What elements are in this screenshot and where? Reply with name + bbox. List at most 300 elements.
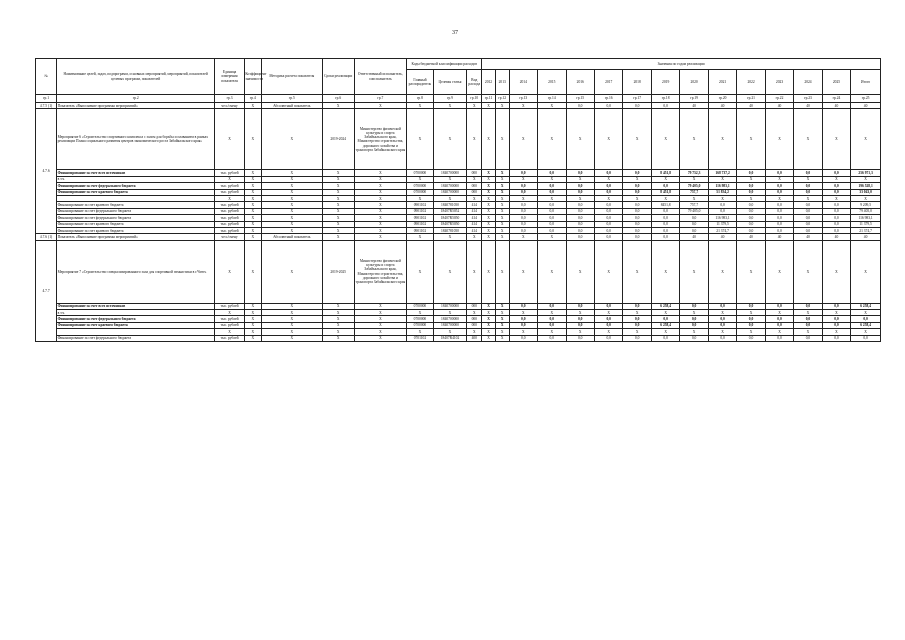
row-name: Финансирование за счет федерального бюджета	[57, 316, 215, 322]
row-method: Абсолютный показатель	[261, 234, 322, 240]
table-row	[36, 240, 881, 303]
row-kbk-cs: 18407R5050	[433, 221, 467, 227]
row-kbk-grbs: 0901102	[407, 202, 433, 208]
row-kbk-vr: 000	[467, 183, 482, 189]
column-number: гр.23	[794, 95, 822, 103]
row-total: 0,0	[851, 316, 881, 322]
row-year-value: X	[765, 329, 793, 335]
row-year-value: X	[495, 322, 509, 328]
row-year-value: 0,0	[680, 215, 708, 221]
row-year-value: 0,0	[594, 183, 622, 189]
row-responsible: X	[354, 189, 407, 195]
row-kbk-vr: X	[467, 103, 482, 109]
row-name: в т.ч.	[57, 310, 215, 316]
row-year-value: 0,0	[737, 215, 765, 221]
header-kbk: Коды бюджетной классификации расходов	[407, 59, 482, 70]
row-year-value: 0,0	[765, 189, 793, 195]
column-number: гр.4	[244, 95, 261, 103]
row-name: Мероприятие 7 «Строительство специализированного зала для спортивной гимнастики в г.Чите»	[57, 240, 215, 303]
row-year-value: 8 451,8	[651, 189, 679, 195]
row-unit: тыс. рублей	[215, 316, 245, 322]
header-row-top	[36, 59, 881, 70]
row-name: Финансирование за счет федерального бюджета	[57, 183, 215, 189]
row-year-value: 0,0	[737, 303, 765, 309]
row-year-value: 0,0	[794, 221, 822, 227]
row-total: 9 209,5	[851, 202, 881, 208]
row-year-value: 0,0	[538, 183, 566, 189]
row-year-value: X	[794, 176, 822, 182]
row-year-value: X	[482, 189, 496, 195]
row-total: 33 043,0	[851, 189, 881, 195]
row-year-value: X	[594, 176, 622, 182]
row-unit: чел./смену	[215, 103, 245, 109]
header-year: 2023	[765, 70, 793, 95]
row-responsible: X	[354, 195, 407, 201]
row-year-value: X	[538, 195, 566, 201]
column-number: гр.25	[851, 95, 881, 103]
header-year: 2024	[794, 70, 822, 95]
row-kbk-cs: 18407R5050	[433, 215, 467, 221]
row-term: X	[322, 310, 354, 316]
row-total: 11 379,5	[851, 221, 881, 227]
row-year-value: 0,0	[708, 335, 736, 341]
row-year-value: 0,0	[765, 227, 793, 233]
row-year-value: 0,0	[822, 170, 850, 176]
row-number: 4.7.7	[36, 240, 57, 341]
row-year-value: X	[651, 240, 679, 303]
row-coef: X	[244, 183, 261, 189]
row-year-value: X	[482, 103, 496, 109]
row-year-value: X	[623, 329, 651, 335]
row-year-value: 0,0	[509, 322, 537, 328]
row-year-value: X	[651, 109, 679, 170]
row-year-value: X	[651, 310, 679, 316]
row-year-value: 116 983,1	[708, 183, 736, 189]
header-year: 2025	[822, 70, 850, 95]
row-year-value: X	[538, 176, 566, 182]
row-year-value: 0,0	[737, 202, 765, 208]
row-year-value: X	[794, 329, 822, 335]
row-unit: X	[215, 240, 245, 303]
row-year-value: 0,0	[708, 208, 736, 214]
header-year: 2018	[623, 70, 651, 95]
row-kbk-cs: 18407R5052	[433, 208, 467, 214]
row-year-value: 40	[680, 234, 708, 240]
row-coef: X	[244, 316, 261, 322]
row-year-value: X	[509, 240, 537, 303]
column-number: гр.3	[215, 95, 245, 103]
row-year-value: 0,0	[538, 208, 566, 214]
row-responsible: X	[354, 234, 407, 240]
row-coef: X	[244, 109, 261, 170]
row-year-value: X	[482, 227, 496, 233]
row-unit: чел./смену	[215, 234, 245, 240]
row-term: X	[322, 322, 354, 328]
row-year-value: X	[566, 310, 594, 316]
column-number: гр.9	[433, 95, 467, 103]
row-year-value: X	[482, 176, 496, 182]
row-year-value: X	[495, 303, 509, 309]
row-year-value: 0,0	[538, 322, 566, 328]
row-term: X	[322, 215, 354, 221]
row-responsible: X	[354, 303, 407, 309]
row-year-value: 40	[708, 103, 736, 109]
row-year-value: 0,0	[765, 170, 793, 176]
row-year-value: 0,0	[794, 322, 822, 328]
row-unit: тыс. рублей	[215, 227, 245, 233]
row-year-value: X	[482, 316, 496, 322]
row-year-value: X	[737, 240, 765, 303]
row-year-value: 0,0	[594, 189, 622, 195]
row-responsible: X	[354, 176, 407, 182]
row-kbk-grbs: 0700000	[407, 183, 433, 189]
row-name: Финансирование за счет краевого бюджета	[57, 227, 215, 233]
row-year-value: 0,0	[765, 221, 793, 227]
row-unit: тыс. рублей	[215, 189, 245, 195]
row-name: Мероприятие 6 «Строительство спортивного комплекса с залом для борьбы и плаванием в рамках реализации Плана социального развития центров экономического роста Забайкальского края»	[57, 109, 215, 170]
row-year-value: X	[482, 109, 496, 170]
row-year-value: X	[680, 195, 708, 201]
row-year-value: X	[495, 202, 509, 208]
row-kbk-vr: X	[467, 176, 482, 182]
row-year-value: 0,0	[566, 189, 594, 195]
row-year-value: 0,0	[737, 316, 765, 322]
row-total: 6 258,4	[851, 303, 881, 309]
row-term: X	[322, 221, 354, 227]
row-year-value: 0,0	[680, 221, 708, 227]
row-unit: тыс. рублей	[215, 215, 245, 221]
row-total: 116 983,1	[851, 215, 881, 221]
row-total: X	[851, 176, 881, 182]
row-kbk-vr: 414	[467, 221, 482, 227]
row-responsible: X	[354, 103, 407, 109]
row-kbk-cs: 1840700000	[433, 183, 467, 189]
row-year-value: X	[538, 109, 566, 170]
row-unit: тыс. рублей	[215, 322, 245, 328]
row-year-value: X	[509, 103, 537, 109]
row-kbk-grbs: X	[407, 240, 433, 303]
row-coef: X	[244, 176, 261, 182]
row-year-value: 0,0	[594, 103, 622, 109]
row-total: X	[851, 240, 881, 303]
row-year-value: 0,0	[680, 316, 708, 322]
row-coef: X	[244, 322, 261, 328]
row-name: Показатель «Выполнение программы мероприятий»	[57, 234, 215, 240]
row-year-value: X	[623, 176, 651, 182]
row-year-value: 0,0	[737, 221, 765, 227]
row-year-value: X	[737, 176, 765, 182]
row-year-value: 0,0	[737, 208, 765, 214]
header-resp: Ответственный исполнитель, соисполнитель	[354, 59, 407, 95]
row-year-value: X	[566, 176, 594, 182]
row-kbk-grbs: X	[407, 310, 433, 316]
row-year-value: 0,0	[708, 316, 736, 322]
row-kbk-grbs: 0700000	[407, 189, 433, 195]
row-kbk-cs: X	[433, 329, 467, 335]
row-year-value: 0,0	[566, 234, 594, 240]
row-term: X	[322, 202, 354, 208]
row-kbk-cs: 1840700000	[433, 316, 467, 322]
row-name: в т.ч.	[57, 176, 215, 182]
row-year-value: X	[495, 234, 509, 240]
row-year-value: 0,0	[737, 227, 765, 233]
column-number: гр.11	[482, 95, 496, 103]
row-year-value: 0,0	[765, 208, 793, 214]
row-kbk-grbs: X	[407, 103, 433, 109]
row-year-value: 0,0	[623, 335, 651, 341]
row-method: X	[261, 310, 322, 316]
row-year-value: 0,0	[538, 303, 566, 309]
row-year-value: 0,0	[822, 189, 850, 195]
row-year-value: X	[708, 310, 736, 316]
row-year-value: 0,0	[566, 227, 594, 233]
row-year-value: 0,0	[623, 103, 651, 109]
column-number: гр.16	[594, 95, 622, 103]
row-year-value: X	[482, 215, 496, 221]
row-year-value: X	[737, 329, 765, 335]
row-total: 79 405,0	[851, 208, 881, 214]
header-year: 2016	[566, 70, 594, 95]
row-name: Финансирование за счет краевого бюджета	[57, 189, 215, 195]
row-year-value: 0,0	[822, 335, 850, 341]
row-year-value: X	[822, 240, 850, 303]
row-year-value: X	[495, 195, 509, 201]
row-year-value: X	[623, 195, 651, 201]
row-year-value: 0,0	[594, 170, 622, 176]
row-term: X	[322, 195, 354, 201]
row-year-value: 0,0	[765, 303, 793, 309]
row-responsible: X	[354, 170, 407, 176]
row-year-value: 0,0	[651, 227, 679, 233]
row-year-value: 0,0	[822, 227, 850, 233]
row-year-value: 0,0	[509, 227, 537, 233]
row-year-value: 0,0	[737, 322, 765, 328]
row-year-value: X	[509, 329, 537, 335]
row-year-value: X	[594, 195, 622, 201]
row-year-value: X	[482, 221, 496, 227]
row-year-value: 0,0	[623, 221, 651, 227]
row-year-value: X	[482, 170, 496, 176]
row-year-value: 8 451,8	[651, 170, 679, 176]
row-year-value: X	[495, 316, 509, 322]
row-year-value: 0,0	[594, 227, 622, 233]
header-year: 2014	[509, 70, 537, 95]
row-year-value: 6 258,4	[651, 322, 679, 328]
row-kbk-grbs: X	[407, 329, 433, 335]
row-year-value: 0,0	[566, 303, 594, 309]
header-year: 2017	[594, 70, 622, 95]
row-year-value: X	[482, 303, 496, 309]
row-year-value: 0,0	[737, 170, 765, 176]
row-year-value: 0,0	[623, 227, 651, 233]
row-year-value: X	[495, 310, 509, 316]
row-year-value: X	[509, 195, 537, 201]
row-year-value: 11 379,5	[708, 221, 736, 227]
row-year-value: 0,0	[623, 322, 651, 328]
row-year-value: 0,0	[680, 322, 708, 328]
row-year-value: X	[822, 176, 850, 182]
row-year-value: X	[765, 310, 793, 316]
row-year-value: 0,0	[594, 322, 622, 328]
row-year-value: X	[594, 329, 622, 335]
header-year: 2012	[482, 70, 496, 95]
row-year-value: 0,0	[509, 170, 537, 176]
row-year-value: 0,0	[765, 183, 793, 189]
row-year-value: X	[482, 322, 496, 328]
header-year: 2021	[708, 70, 736, 95]
row-method: X	[261, 215, 322, 221]
column-number: гр.14	[538, 95, 566, 103]
row-kbk-vr: X	[467, 240, 482, 303]
row-year-value: 0,0	[623, 303, 651, 309]
row-term: 2019-2025	[322, 240, 354, 303]
row-number: 4.7.6 (1)	[36, 234, 57, 240]
row-year-value: X	[495, 103, 509, 109]
row-year-value: 0,0	[566, 208, 594, 214]
row-kbk-cs: X	[433, 310, 467, 316]
row-year-value: X	[538, 310, 566, 316]
row-year-value: 0,0	[651, 316, 679, 322]
row-year-value: X	[680, 310, 708, 316]
row-year-value: 0,0	[708, 322, 736, 328]
row-term: 2019-2024	[322, 109, 354, 170]
row-kbk-vr: X	[467, 329, 482, 335]
row-term: X	[322, 176, 354, 182]
row-total: X	[851, 195, 881, 201]
row-year-value: X	[538, 329, 566, 335]
row-year-value: 757,7	[680, 202, 708, 208]
row-year-value: 0,0	[623, 208, 651, 214]
row-coef: X	[244, 310, 261, 316]
row-year-value: X	[538, 240, 566, 303]
row-year-value: 40	[765, 234, 793, 240]
row-year-value: 79 405,0	[680, 208, 708, 214]
row-year-value: X	[822, 310, 850, 316]
row-kbk-vr: X	[467, 109, 482, 170]
row-year-value: X	[566, 109, 594, 170]
column-number: гр.17	[623, 95, 651, 103]
column-number: гр.10	[467, 95, 482, 103]
row-coef: X	[244, 335, 261, 341]
row-year-value: X	[495, 183, 509, 189]
row-year-value: X	[538, 234, 566, 240]
row-year-value: X	[538, 103, 566, 109]
row-year-value: X	[566, 329, 594, 335]
row-year-value: 8451,8	[651, 202, 679, 208]
row-total: X	[851, 109, 881, 170]
row-method: X	[261, 208, 322, 214]
row-unit: X	[215, 109, 245, 170]
row-name: Финансирование за счет краевого бюджета	[57, 202, 215, 208]
row-responsible: X	[354, 335, 407, 341]
row-year-value: X	[708, 195, 736, 201]
row-year-value: 0,0	[708, 202, 736, 208]
row-year-value: X	[594, 109, 622, 170]
row-term: X	[322, 303, 354, 309]
row-responsible: X	[354, 322, 407, 328]
row-year-value: X	[482, 183, 496, 189]
row-year-value: X	[594, 310, 622, 316]
column-number: гр.7	[354, 95, 407, 103]
row-year-value: X	[495, 215, 509, 221]
row-year-value: X	[680, 240, 708, 303]
row-year-value: 0,0	[623, 170, 651, 176]
row-year-value: 0,0	[538, 227, 566, 233]
row-year-value: 0,0	[737, 189, 765, 195]
row-responsible: X	[354, 215, 407, 221]
row-kbk-vr: 414	[467, 202, 482, 208]
column-number: гр.2	[57, 95, 215, 103]
row-method: X	[261, 189, 322, 195]
row-kbk-vr: 414	[467, 227, 482, 233]
header-year: 2019	[651, 70, 679, 95]
header-year: 2020	[680, 70, 708, 95]
row-responsible: X	[354, 310, 407, 316]
row-year-value: 0,0	[765, 202, 793, 208]
row-year-value: 0,0	[538, 215, 566, 221]
row-year-value: 0,0	[794, 202, 822, 208]
column-number: гр.15	[566, 95, 594, 103]
row-unit: X	[215, 329, 245, 335]
row-year-value: X	[708, 240, 736, 303]
header-year: 2015	[538, 70, 566, 95]
row-year-value: 0,0	[822, 208, 850, 214]
column-number: гр.18	[651, 95, 679, 103]
row-year-value: X	[651, 176, 679, 182]
row-total: 40	[851, 234, 881, 240]
column-number: гр.12	[495, 95, 509, 103]
row-kbk-vr: X	[467, 310, 482, 316]
row-coef: X	[244, 195, 261, 201]
row-year-value: 0,0	[708, 303, 736, 309]
row-year-value: 0,0	[822, 183, 850, 189]
table-row	[36, 335, 881, 341]
row-method: X	[261, 221, 322, 227]
row-kbk-cs: X	[433, 176, 467, 182]
row-kbk-grbs: X	[407, 195, 433, 201]
row-kbk-grbs: 0700000	[407, 170, 433, 176]
row-year-value: X	[765, 176, 793, 182]
row-kbk-vr: 414	[467, 208, 482, 214]
row-unit: тыс. рублей	[215, 170, 245, 176]
row-unit: X	[215, 310, 245, 316]
row-responsible: X	[354, 329, 407, 335]
row-year-value: 0,0	[509, 303, 537, 309]
column-number: гр.13	[509, 95, 537, 103]
row-coef: X	[244, 221, 261, 227]
row-year-value: 40	[680, 103, 708, 109]
row-year-value: X	[509, 176, 537, 182]
row-year-value: X	[708, 176, 736, 182]
row-coef: X	[244, 103, 261, 109]
row-year-value: X	[737, 195, 765, 201]
row-method: X	[261, 170, 322, 176]
row-coef: X	[244, 303, 261, 309]
row-year-value: 0,0	[538, 170, 566, 176]
column-number: гр.20	[708, 95, 736, 103]
row-coef: X	[244, 215, 261, 221]
row-coef: X	[244, 170, 261, 176]
header-kbk-vr: Вид расхода	[467, 70, 482, 95]
row-term: X	[322, 234, 354, 240]
row-year-value: 0,0	[794, 208, 822, 214]
row-year-value: 40	[708, 234, 736, 240]
column-number: гр.6	[322, 95, 354, 103]
row-year-value: X	[708, 329, 736, 335]
row-total: X	[851, 329, 881, 335]
row-year-value: X	[482, 202, 496, 208]
row-year-value: 0,0	[566, 335, 594, 341]
